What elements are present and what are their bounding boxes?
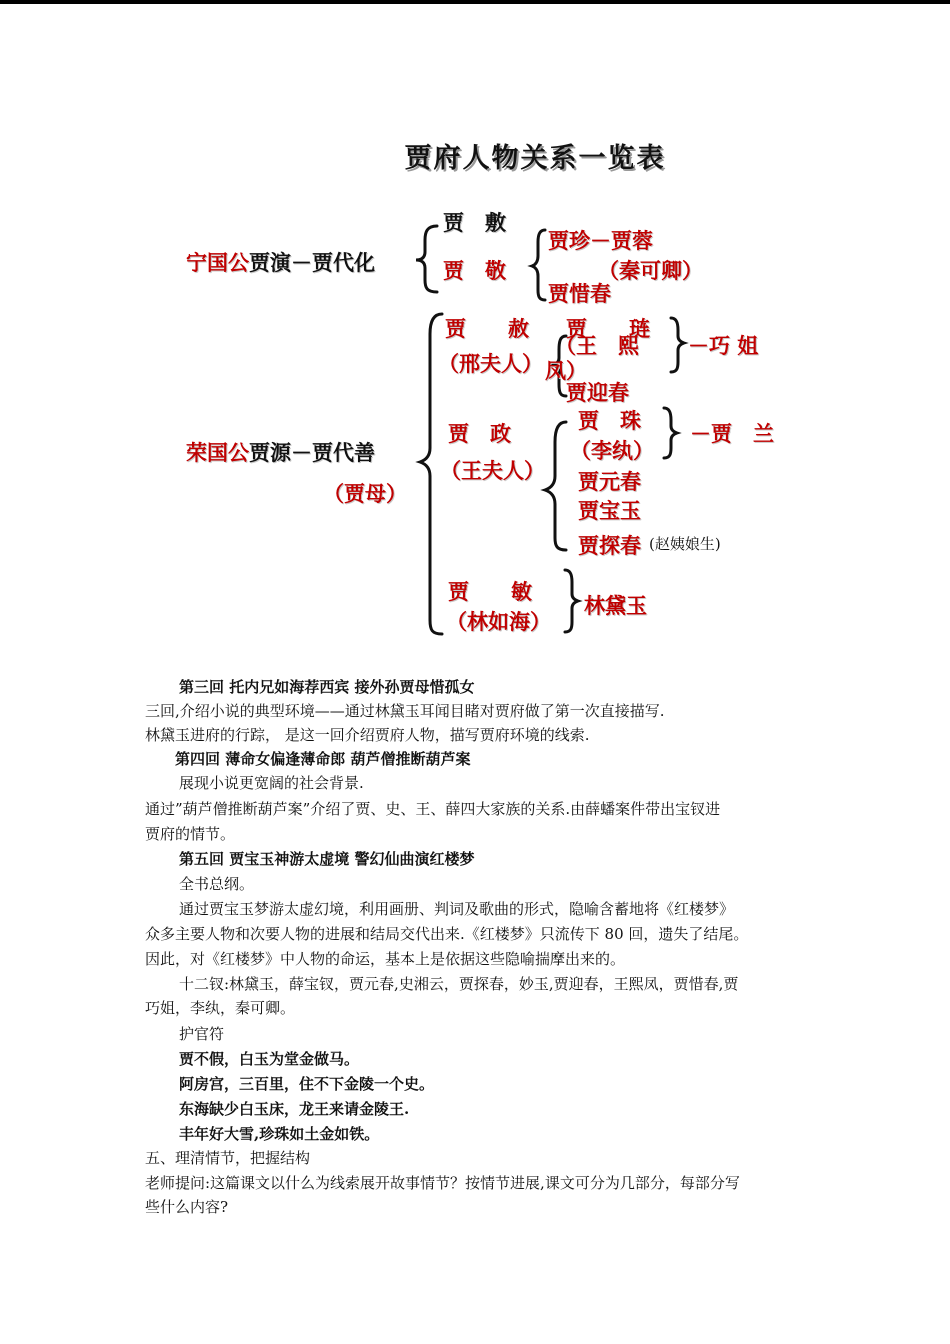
jiazhen-jiarong-node: 贾珍－贾蓉 [548,229,653,253]
qinkeqing-node: （秦可卿） [598,259,703,283]
chapter3-para2: 林黛玉进府的行踪， 是这一回介绍贾府人物，描写贾府环境的线索. [145,726,590,744]
verse-line3: 东海缺少白玉床，龙王来请金陵王. [179,1100,410,1118]
jialan-node: －贾 兰 [690,422,774,446]
huguanfu-heading: 护官符 [179,1025,225,1043]
verse-line1: 贾不假，白玉为堂金做马。 [179,1050,360,1068]
jialian-node: 贾 琏 [566,317,650,341]
jiaxichun-node: 贾惜春 [548,282,611,306]
verse-line2: 阿房宫，三百里，住不下金陵一个史。 [179,1075,435,1093]
lindaiyu-node: 林黛玉 [584,594,647,618]
jiabaoyu-node: 贾宝玉 [578,499,641,523]
wangxifeng-node-end: 凤） [545,359,587,383]
twelve-beauties-line1: 十二钗:林黛玉，薛宝钗，贾元春,史湘云，贾探春，妙玉,贾迎春，王熙凤，贾惜春,贾 [179,975,739,993]
chapter4-para2: 通过”葫芦僧推断葫芦案”介绍了贾、史、王、薛四大家族的关系.由薛蟠案件带出宝钗进 [145,800,721,818]
teacher-question-line1: 老师提问:这篇课文以什么为线索展开故事情节？按情节进展,课文可分为几部分，每部分写 [145,1174,740,1192]
jiazheng-node: 贾 政 [448,422,511,446]
wangxifeng-node: （王 熙 [555,334,639,358]
jiayuanchun-node: 贾元春 [578,470,641,494]
chapter5-para3: 众多主要人物和次要人物的进展和结局交代出来.《红楼梦》只流传下 80 回，遗失了结尾。 [145,925,749,943]
jiazheng-brace [545,422,566,550]
jiafu-node: 贾 敷 [443,211,506,235]
jiamin-brace [565,570,578,632]
jiajing-node: 贾 敬 [443,259,506,283]
jiayingchun-node: 贾迎春 [566,381,629,405]
chapter3-heading: 第三回 托内兄如海荐西宾 接外孙贾母惜孤女 [179,678,475,696]
liwan-node: （李纨） [570,439,654,463]
chapter3-para1: 三回,介绍小说的典型环境——通过林黛玉耳闻目睹对贾府做了第一次直接描写. [145,702,665,720]
chapter5-para2: 通过贾宝玉梦游太虚幻境，利用画册、判词及歌曲的形式，隐喻含蓄地将《红楼梦》 [179,900,735,918]
zhaoyiniang-note: (赵姨娘生) [649,535,721,553]
qiaojie-node: －巧 姐 [688,334,759,358]
ningguo-founder: 宁国公贾演－贾代化 [186,251,375,275]
jiamin-node: 贾 敏 [448,580,532,604]
document-title: 贾府人物关系一览表 [404,143,666,174]
jiamu-node: （贾母） [323,482,407,506]
jiajing-brace [532,230,545,300]
chapter4-para3: 贾府的情节。 [145,825,236,843]
verse-line4: 丰年好大雪,珍珠如土金如铁。 [179,1125,380,1143]
chapter5-para4: 因此，对《红楼梦》中人物的命运，基本上是依据这些隐喻揣摩出来的。 [145,950,626,968]
linruhai-node: （林如海） [446,610,551,634]
chapter4-heading: 第四回 薄命女偏逢薄命郎 葫芦僧推断葫芦案 [175,750,471,768]
qiaojie-brace [671,318,684,372]
chapter4-para1: 展现小说更宽阔的社会背景. [179,774,364,792]
jiashe-node: 贾 赦 [445,317,529,341]
chapter5-heading: 第五回 贾宝玉神游太虚境 警幻仙曲演红楼梦 [179,850,475,868]
chapter5-para1: 全书总纲。 [179,875,255,893]
jiazhu-node: 贾 珠 [578,409,641,433]
xingfuren-node: （邢夫人） [438,352,543,376]
teacher-question-line2: 些什么内容? [145,1198,229,1216]
twelve-beauties-line2: 巧姐，李纨，秦可卿。 [145,999,296,1017]
jiatanchun-node: 贾探春 [578,534,641,558]
jialan-brace [664,408,677,458]
rongguo-founder: 荣国公贾源－贾代善 [186,441,375,465]
wangfuren-node: （王夫人） [440,459,545,483]
section5-heading: 五、理清情节，把握结构 [145,1149,311,1167]
ningguo-brace [416,226,437,292]
